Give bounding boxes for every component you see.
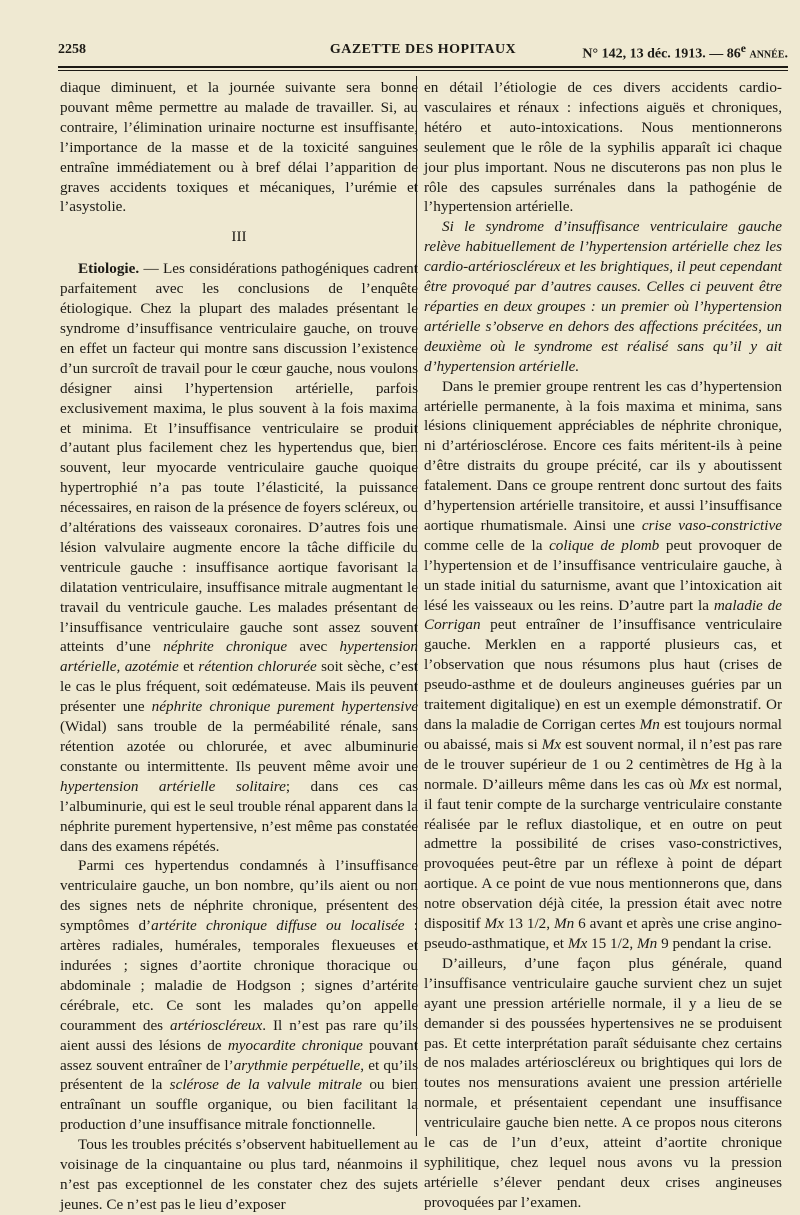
journal-title: GAZETTE DES HOPITAUX [329,42,517,57]
header-rule-thin [58,70,788,71]
left-column [60,78,418,1215]
paragraph: Dans le premier groupe rentrent les cas d’hypertension artérielle permanente, à la fois maxima et minima, sans lésions cliniquement appréciables de néphrite chronique, ni d’artériosclérose. Encore ces faits méritent-ils à peine d’être distraits du groupe précité, car ils y aboutissent fatalement. Dans ce groupe rentrent donc surtout des faits d’hypertension artérielle transitoire, et aussi l’insuffisance aortique rhumatismale. Ainsi une crise vaso-constrictive comme celle de la colique de plomb peut provoquer de l’hypertension et de l’insuffisance ventriculaire gauche, à un stade initial du saturnisme, avant que l’intoxication ait lésé les vaisseaux ou les reins. D’autre part la maladie de Corrigan peut entraîner de l’insuffisance ventriculaire gauche. Merklen en a rapporté plusieurs cas, et l’observation que nous résumons plus haut (crises de pseudo-asthme et de douleurs angineuses guéries par un traitement digitalique) en est un exemple démonstratif. Or dans la maladie de Corrigan certes Mn est toujours normal ou abaissé, mais si Mx est souvent normal, il n’est pas rare de le trouver supérieur de 1 ou 2 centimètres de Hg à la normale. D’ailleurs même dans les cas où Mx est normal, il faut tenir compte de la surcharge ventriculaire constante réalisée par le reflux diastolique, et en outre on peut admettre la possibilité de crises vaso-constrictives, provoquées peut-être par un réflexe à point de départ aortique. A ce point de vue nous mentionnerons que, dans notre observation déjà citée, la pression était avec notre dispositif Mx 13 1/2, Mn 6 avant et après une crise angino-pseudo-asthmatique, et Mx 15 1/2, Mn 9 pendant la crise. [424,377,783,952]
page-number: 2258 [58,42,86,57]
paragraph: Si le syndrome d’insuffisance ventriculaire gauche relève habituellement de l’hypertension artérielle chez les cardio-artérioscléreux et les brightiques, il peut cependant être provoqué par d’autres causes. Celles ci peuvent être réparties en deux groupes : un premier où l’hypertension artérielle s’observe en dehors des affections précitées, un deuxième où le syndrome est réalisé sans qu’il y ait d’hypertension artérielle. [424,218,782,375]
paragraph: Parmi ces hypertendus condamnés à l’insuffisance ventriculaire gauche, un bon nombre, qu’ils aient ou non des signes nets de néphrite chronique, présentent des symptômes d’artérite chronique diffuse ou localisée : artères radiales, humérales, temporales flexueuses et indurées ; signes d’aortite chronique thoracique ou abdominale ; maladie de Hodgson ; signes d’artérite cérébrale, etc. Ce sont les malades qu’on appelle couramment des artérioscléreux. Il n’est pas rare qu’ils aient aussi des lésions de myocardite chronique pouvant assez souvent entraîner de l’arythmie perpétuelle, et qu’ils présentent de la sclérose de la valvule mitrale ou bien entraînant un souffle organique, ou bien facilitant la production d’une insuffisance mitrale fonctionnelle. [60,857,418,1134]
header-rule-thick [58,66,788,68]
paragraph: D’ailleurs, d’une façon plus générale, quand l’insuffisance ventriculaire gauche survient chez un sujet ayant une pression artérielle normale, il y a lieu de se demander si des poussées hypertensives ne se produisent pas. Et cette interprétation paraît séduisante chez certains de nos malades artérioscléreux ou brightiques qui lors de toutes nos mensurations avaient une pression artérielle normale, et présentaient cependant une insuffisance ventriculaire gauche bien nette. A ce propos nous citerons le cas de l’un d’eux, atteint d’aortite chronique syphilitique, chez lequel nous avons vu la pression artérielle s’élever pendant deux crises angineuses provoquées par l’examen. [424,954,782,1211]
paragraph: Tous les troubles précités s’observent habituellement au voisinage de la cinquantaine ou plus tard, néanmoins il n’est pas exceptionnel de les constater chez des sujets jeunes. Ce n’est pas le lieu d’exposer [60,1136,418,1213]
section-heading: Etiologie. [78,260,140,278]
running-header [58,40,788,62]
issue-info: N° 142, 13 déc. 1913. — 86e année. [582,42,788,62]
right-column [424,78,782,1213]
paragraph: diaque diminuent, et la journée suivante sera bonne pouvant même permettre au malade de travailler. Si, au contraire, l’élimination urinaire nocturne est insuffisante, l’importance de la masse et de la toxicité sanguines entraîne immédiatement ou à bref délai l’apparition de graves accidents toxiques et mécaniques, l’urémie et l’asystolie. [60,79,418,216]
section-number: III [231,228,247,246]
paragraph: Etiologie. — Les considérations pathogéniques cadrent parfaitement avec les conclusions de l’enquête étiologique. Chez la plupart des malades présentant le syndrome d’insuffisance ventriculaire gauche, on trouve en effet un facteur qui montre sans discussion l’existence d’un surcroît de travail pour le cœur gauche, nous voulons désigner ainsi l’hypertension artérielle, parfois exclusivement maxima, le plus souvent à la fois maxima et minima. Et l’insuffisance ventriculaire se produit d’autant plus facilement chez les hypertendus que, bien souvent, leur myocarde ventriculaire gauche quoique hypertrophié n’a pas toute l’élasticité, la puissance nécessaires, en raison de la présence de foyers scléreux, ou d’altérations des vaisseaux coronaires. D’autres fois une lésion valvulaire augmente encore la tâche difficile du ventricule gauche : insuffisance aortique favorisant la dilatation ventriculaire, insuffisance mitrale augmentant le travail du ventricule gauche. Les malades présentant de l’insuffisance ventriculaire gauche sont assez souvent atteints d’une néphrite chronique avec hypertension artérielle, azotémie et rétention chlorurée soit sèche, c’est le cas le plus fréquent, soit œdémateuse. Mais ils peuvent présenter une néphrite chronique purement hypertensive (Widal) sans trouble de la perméabilité rénale, sans rétention azotée ou chlorurée, et avec albuminurie constante ou intermittente. Ils peuvent même avoir une hypertension artérielle solitaire; dans ces cas l’albuminurie, qui est le seul trouble rénal apparent dans la néphrite purement hypertensive, n’est même pas constatée dans des examens répétés. [60,260,419,855]
paragraph: en détail l’étiologie de ces divers accidents cardio-vasculaires et rénaux : infections aiguës et chroniques, hétéro et auto-intoxications. Nous mentionnerons seulement que le rôle de la syphilis apparaît ici chaque jour plus important. Nous ne discuterons pas non plus le rôle des capsules surrénales dans la pathogénie de l’hypertension artérielle. [424,79,782,216]
